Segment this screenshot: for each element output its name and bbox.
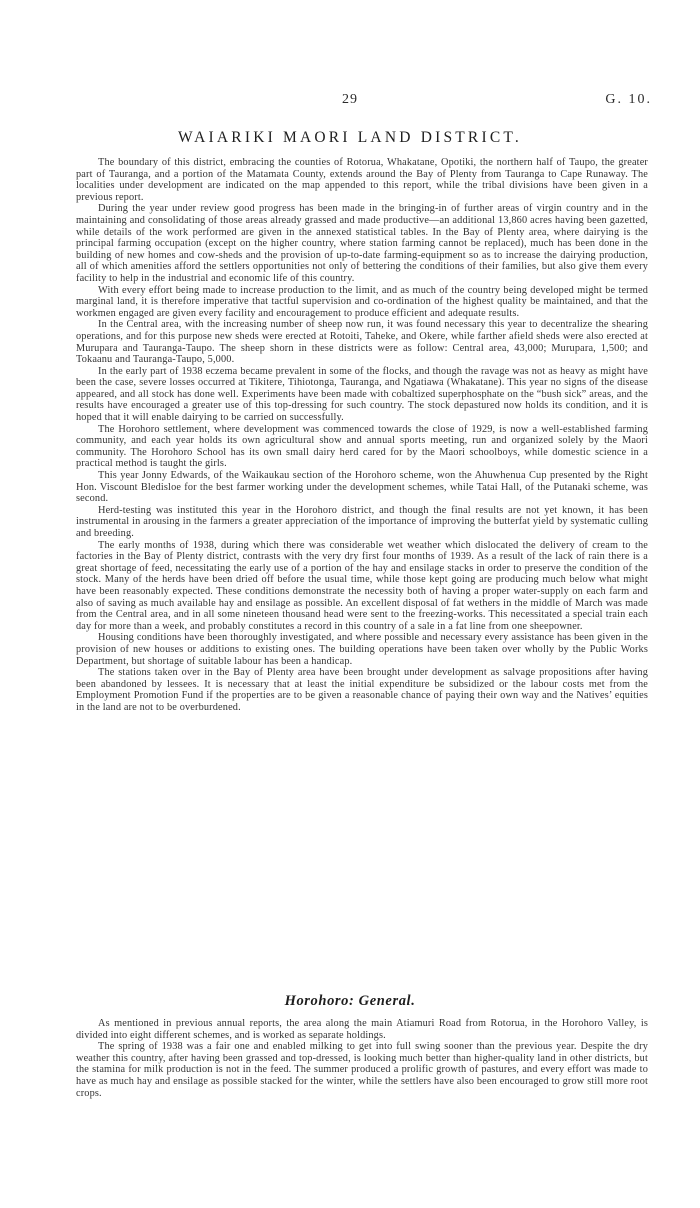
paragraph: The early months of 1938, during which there was considerable wet weather which dislocated the delivery of cream to the factories in the Bay of Plenty district, contrasts with the very dry first four months of 1939. As a result of the lack of rain there is a great shortage of feed, necessitating the early use of a portion of the hay and ensilage stacks in order to preserve the condition of the stock. Many of the herds have been dried off before the usual time, while those kept going are producing much below what might have been reasonably expected. These conditions demonstrate the necessity both of having a proper water-supply on each farm and also of saving as much available hay and ensilage as possible. An excellent disposal of fat wethers in the middle of March was made from the Central area, and in all some nineteen thousand head were sent to the freezing-works. This necessitated a special train each day for more than a week, and probably constitutes a record in this country of a sale in a fat line from one sheepowner. [76, 539, 648, 632]
paragraph: The boundary of this district, embracing the counties of Rotorua, Whakatane, Opotiki, the northern half of Taupo, the greater part of Tauranga, and a portion of the Matamata County, extends around the Bay of Plenty from Tauranga to Cape Runaway. The localities under development are indicated on the map appended to this report, while the tribal divisions have been given in a previous report. [76, 157, 648, 203]
paragraph: In the Central area, with the increasing number of sheep now run, it was found necessary this year to decentralize the shearing operations, and for this purpose new sheds were erected at Rotoiti, Taheke, and Okere, while farther afield sheds were also erected at Murupara and Tauranga-Taupo. The sheep shorn in these districts were as follow: Central area, 43,000; Murupara, 1,500; and Tokaanu and Tauranga-Taupo, 5,000. [76, 319, 648, 366]
paragraph: This year Jonny Edwards, of the Waikaukau section of the Horohoro scheme, won the Ahuwhenua Cup presented by the Right Hon. Viscount Bledisloe for the best farmer working under the development schemes, while Tatai Hall, of the Putanaki scheme, was second. [76, 470, 648, 505]
paragraph: As mentioned in previous annual reports, the area along the main Atiamuri Road from Rotorua, in the Horohoro Valley, is divided into eight different schemes, and is worked as separate holdings. [76, 1018, 648, 1041]
page-number: 29 [342, 92, 358, 107]
subsection-heading: Horohoro: General. [284, 993, 416, 1009]
paragraph: During the year under review good progress has been made in the bringing-in of further areas of virgin country and in the maintaining and consolidating of those areas already grassed and made productive—an additional 13,860 acres having been gazetted, while details of the work performed are given in the annexed statistical tables. In the Bay of Plenty area, where dairying is the principal farming occupation (except on the higher country, where station farming cannot be replaced), much has been done in the building of new homes and cow-sheds and the provision of up-to-date farming-equipment so as to increase the dairying production, all of which amenities afford the settlers opportunities not only of bettering the conditions of their families, but also give them every facility to help in the industrial and economic life of this country. [76, 203, 648, 284]
section-title: WAIARIKI MAORI LAND DISTRICT. [178, 129, 522, 146]
document-reference: G. 10. [605, 92, 652, 107]
paragraph: In the early part of 1938 eczema became prevalent in some of the flocks, and though the ravage was not as heavy as might have been the case, severe losses occurred at Tikitere, Tihiotonga, Tauranga, and Ngatiawa (Whakatane). This year no signs of the disease appeared, and all stock has done well. Experiments have been made with cobaltized superphosphate on the “bush sick” areas, and the results have encouraged a greater use of this top-dressing for such country. The stock depastured now holds its condition, and it is hoped that it will enable dairying to be carried on successfully. [76, 365, 648, 424]
paragraph: Housing conditions have been thoroughly investigated, and where possible and necessary every assistance has been given in the provision of new houses or additions to existing ones. The building operations have been taken over wholly by the Public Works Department, but shortage of suitable labour has been a handicap. [76, 632, 648, 667]
paragraph: The Horohoro settlement, where development was commenced towards the close of 1929, is now a well-established farming community, and each year holds its own agricultural show and annual sports meeting, run and organized solely by the Maori community. The Horohoro School has its own small dairy herd cared for by the Maori schoolboys, while domestic science in a practical method is taught the girls. [76, 423, 648, 470]
paragraph: The spring of 1938 was a fair one and enabled milking to get into full swing sooner than the previous year. Despite the dry weather this country, after having been grassed and top-dressed, is looking much better than higher-quality land in other districts, but the stamina for milk production is not in the feed. The summer produced a prolific growth of pastures, and every effort was made to have as much hay and ensilage as possible stacked for the winter, while the settlers have also been encouraged to grow still more root crops. [76, 1041, 648, 1099]
paragraph: With every effort being made to increase production to the limit, and as much of the country being developed might be termed marginal land, it is therefore imperative that tactful supervision and co-ordination of the highest quality be maintained, and that the workmen engaged are given every facility and encouragement to produce efficient and adequate results. [76, 284, 648, 319]
subsection-text [76, 1018, 648, 1099]
paragraph: The stations taken over in the Bay of Plenty area have been brought under development as salvage propositions after having been abandoned by lessees. It is necessary that at least the initial expenditure be subsidized or the labour costs met from the Employment Promotion Fund if the properties are to be given a reasonable chance of paying their own way and the Natives’ equities in the land are not to be overburdened. [76, 667, 648, 713]
body-text [76, 157, 648, 714]
paragraph: Herd-testing was instituted this year in the Horohoro district, and though the final results are not yet known, it has been instrumental in arousing in the farmers a greater appreciation of the importance of improving the butterfat yield by systematic culling and breeding. [76, 504, 648, 539]
